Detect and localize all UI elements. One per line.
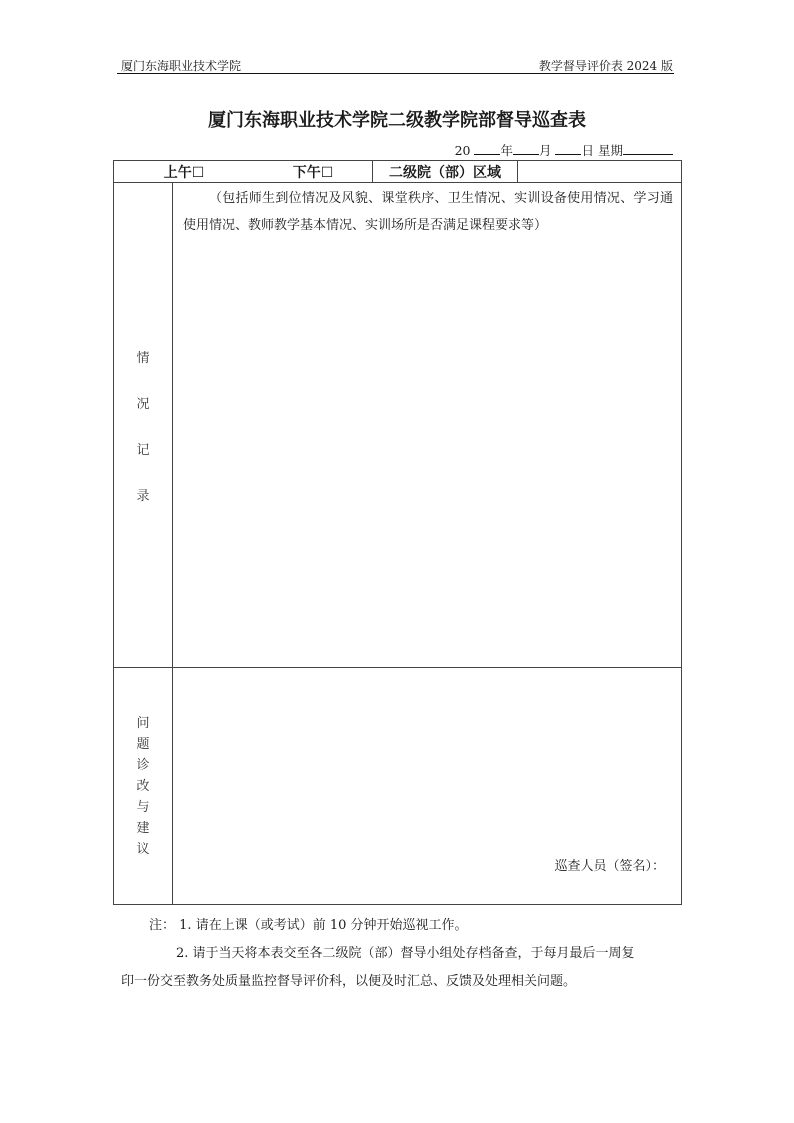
page-header-institution: 厦门东海职业技术学院 [121,59,242,73]
area-field[interactable] [518,161,682,183]
day-label: 日 [581,143,594,158]
year-prefix: 20 [454,143,471,158]
notes-prefix: 注： [149,918,176,933]
header-row [114,161,682,183]
signer-label: 巡查人员（签名）： [554,859,665,874]
record-label: 情 况 记 录 [114,183,173,668]
suggestion-label: 问 题 诊 改 与 建 议 [114,668,173,905]
inspection-form-table [113,160,682,905]
afternoon-checkbox[interactable]: 下午☐ [292,164,334,181]
suggestion-field[interactable] [173,668,682,905]
record-row [114,183,682,668]
area-label: 二级院（部）区域 [373,161,518,183]
session-cell [114,161,373,183]
weekday-label: 星期 [597,143,623,158]
note-2-line-1: 2. 请于当天将本表交至各二级院（部）督导小组处存档备查，于每月最后一周复 [176,946,635,961]
header-rule [117,73,674,74]
record-field[interactable] [173,183,682,668]
form-title: 厦门东海职业技术学院二级教学院部督导巡查表 [208,110,586,131]
page-header-form-version: 教学督导评价表 2024 版 [538,59,673,73]
month-field[interactable] [513,142,539,155]
year-label: 年 [500,143,513,158]
morning-checkbox[interactable]: 上午☐ [163,164,205,181]
day-field[interactable] [555,142,581,155]
month-label: 月 [538,143,552,158]
weekday-field[interactable] [623,142,673,155]
notes [121,912,681,996]
record-hint: （包括师生到位情况及风貌、课堂秩序、卫生情况、实训设备使用情况、学习通使用情况、教师教学基本情况、实训场所是否满足课程要求等） [183,191,673,233]
suggestion-row [114,668,682,905]
note-1: 注： 1. 请在上课（或考试）前 10 分钟开始巡视工作。 [149,918,468,933]
year-field[interactable] [474,142,500,155]
date-line [455,141,673,159]
note-2-line-2: 印一份交至教务处质量监控督导评价科，以便及时汇总、反馈及处理相关问题。 [121,974,577,989]
